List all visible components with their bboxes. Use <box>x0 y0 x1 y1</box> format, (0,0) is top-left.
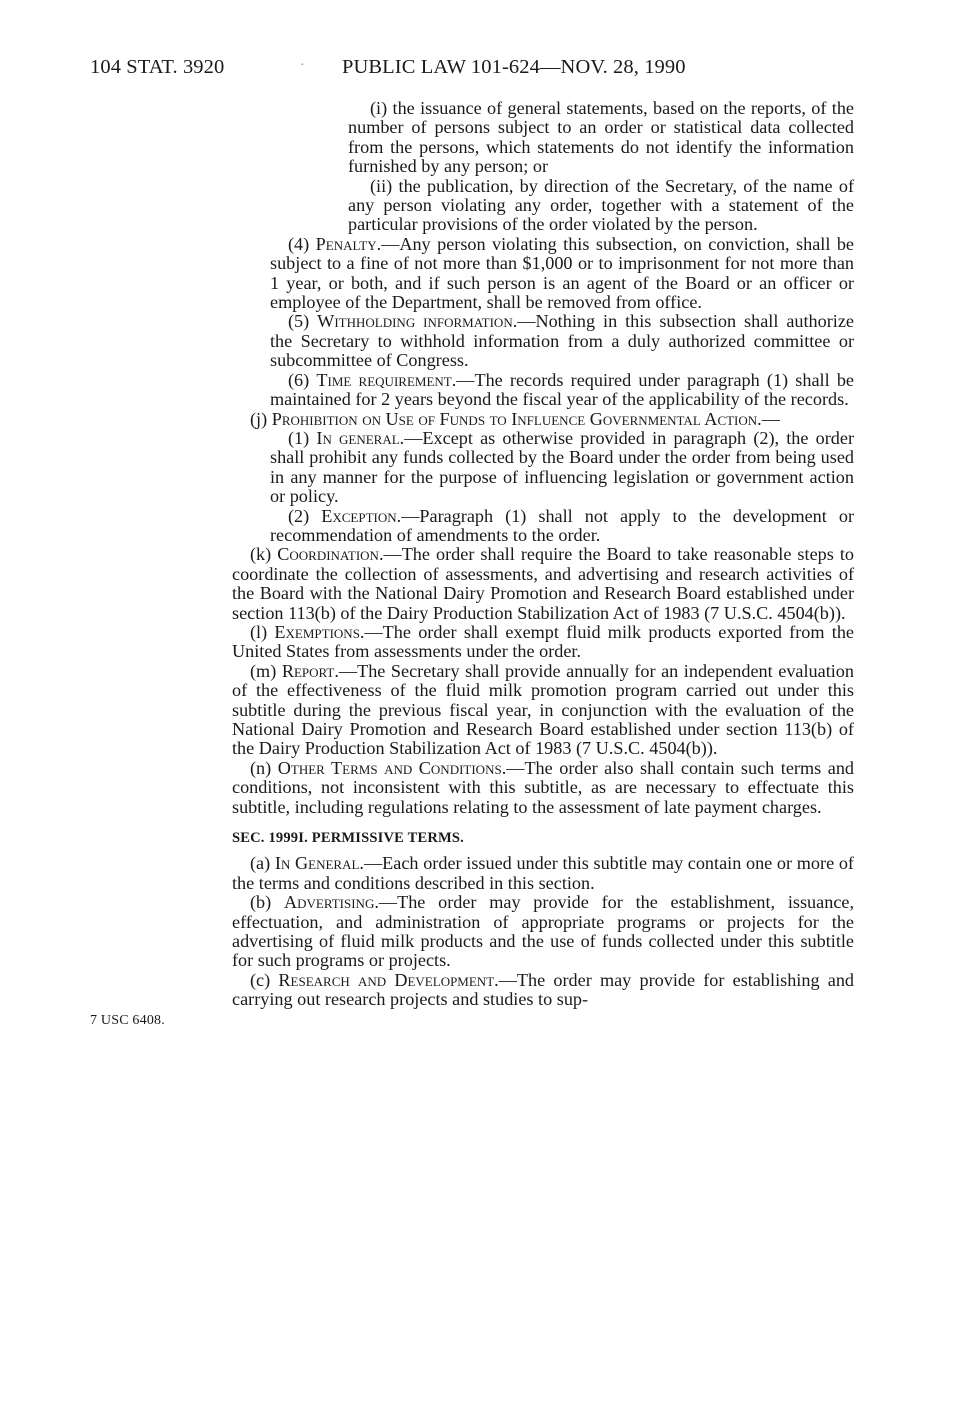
subsection-c <box>232 971 854 1010</box>
page-header <box>90 56 790 82</box>
subsection-heading: Advertising. <box>283 892 379 913</box>
clause-text: the publication, by direction of the Secretary, of the name of any person violating any order, together with a statement of the particular provisions of the order violated by the person. <box>348 175 854 235</box>
subsection-label: (k) <box>250 544 272 565</box>
subsection-k <box>232 545 854 623</box>
paragraph-label: (6) <box>288 369 310 390</box>
subsection-heading: Coordination. <box>277 544 384 565</box>
subsection-m <box>232 662 854 759</box>
paragraph-label: (1) <box>288 427 310 448</box>
subsection-text: —The order also shall contain such terms and conditions, not inconsistent with this subtitle, as are necessary to effectuate this subtitle, including regulations relating to the assessment of late payment charges. <box>232 757 855 817</box>
paragraph-text: —Any person violating this subsection, on conviction, shall be subject to a fine of not more than $1,000 or to imprisonment for not more than 1 year, or both, and if such person is an agent of the Board or an officer or employee of the Department, shall be removed from office. <box>270 233 854 313</box>
subsection-label: (l) <box>250 621 268 642</box>
subsection-text: —The order shall require the Board to take reasonable steps to coordinate the collection of assessments, and advertising and research activities of the Board with the National Dairy Promotion and Research Board established under section 113(b) of the Dairy Production Stabilization Act of 1983 (7 U.S.C. 4504(b)). <box>232 544 854 623</box>
subsection-n <box>232 759 854 817</box>
paragraph-j2-exception <box>232 507 854 546</box>
subsection-label: (c) <box>250 969 271 990</box>
paragraph-text: —Paragraph (1) shall not apply to the development or recommendation of amendments to the order. <box>270 505 854 545</box>
paragraph-text: —The records required under paragraph (1) shall be maintained for 2 years beyond the fiscal year of the applicability of the records. <box>270 369 855 410</box>
paragraph-label: (2) <box>288 505 310 526</box>
subsection-a <box>232 854 854 893</box>
subsection-text: —The order shall exempt fluid milk products exported from the United States from assessments under the order. <box>232 621 854 662</box>
section-heading <box>232 829 854 848</box>
paragraph-heading: Time requirement. <box>316 369 457 390</box>
subsection-text: — <box>761 408 780 429</box>
subsection-heading: Other Terms and Conditions. <box>277 757 507 778</box>
clause-label: (ii) <box>370 175 393 196</box>
paragraph-text: —Nothing in this subsection shall authorize the Secretary to withhold information from a duly authorized committee or subcommittee of Congress. <box>270 311 854 371</box>
paragraph-label: (4) <box>288 233 310 254</box>
subsection-text: —The order may provide for the establishment, issuance, effectuation, and administration of appropriate programs or projects for the advertising of fluid milk products and the use of funds collected under this subtitle for such programs or projects. <box>232 892 855 971</box>
subsection-j <box>232 410 854 429</box>
subsection-heading: Research and Development. <box>278 969 499 990</box>
subsection-label: (j) <box>250 408 268 429</box>
statute-page-id: 104 STAT. 3920 <box>90 56 225 78</box>
subsection-label: (a) <box>250 853 271 874</box>
paragraph-5-withholding <box>232 312 854 370</box>
subsection-heading: Exemptions. <box>274 621 365 642</box>
subsection-heading: In General. <box>274 853 364 874</box>
clause-label: (i) <box>370 98 388 118</box>
paragraph-heading: In general. <box>316 427 405 448</box>
subsection-text: —The order may provide for establishing and carrying out research projects and studies to sup- <box>232 969 855 1010</box>
law-title: PUBLIC LAW 101-624—NOV. 28, 1990 <box>342 56 686 78</box>
paragraph-label: (5) <box>288 311 310 332</box>
margin-citation: 7 USC 6408. <box>90 1013 165 1028</box>
subsection-label: (n) <box>250 757 272 778</box>
clause-i <box>232 99 854 177</box>
paragraph-6-time <box>232 371 854 410</box>
clause-text: the issuance of general statements, based on the reports, of the number of persons subject to an order or statistical data collected from the persons, which statements do not identify the information furnished by any person; or <box>348 98 854 177</box>
subsection-label: (m) <box>250 660 277 681</box>
section-title: PERMISSIVE TERMS. <box>311 830 464 847</box>
subsection-l <box>232 623 854 662</box>
paragraph-heading: Exception. <box>321 505 402 526</box>
subsection-text: —The Secretary shall provide annually for an independent evaluation of the effectiveness of the fluid milk promotion program carried out under this subtitle during the previous fiscal year, in conjunction with the evaluation of the National Dairy Promotion and Research Board established under section 113(b) of the Dairy Production Stabilization Act of 1983 (7 U.S.C. 4504(b)). <box>232 660 854 759</box>
paragraph-text: —Except as otherwise provided in paragraph (2), the order shall prohibit any funds collected by the Board under the order from being used in any manner for the purpose of influencing legislation or government action or policy. <box>270 427 855 507</box>
subsection-heading: Prohibition on Use of Funds to Influence Governmental Action. <box>271 408 762 429</box>
header-separator: · <box>300 58 305 73</box>
subsection-label: (b) <box>250 892 272 913</box>
paragraph-j1-general <box>232 429 854 507</box>
subsection-text: —Each order issued under this subtitle may contain one or more of the terms and conditions described in this section. <box>232 853 854 893</box>
document-body <box>232 99 854 1010</box>
paragraph-4-penalty <box>232 235 854 313</box>
section-number: SEC. 1999I. <box>232 830 308 847</box>
subsection-b <box>232 893 854 971</box>
clause-ii <box>232 177 854 235</box>
paragraph-heading: Penalty. <box>315 233 382 254</box>
paragraph-heading: Withholding information. <box>317 311 518 332</box>
subsection-heading: Report. <box>281 660 339 681</box>
